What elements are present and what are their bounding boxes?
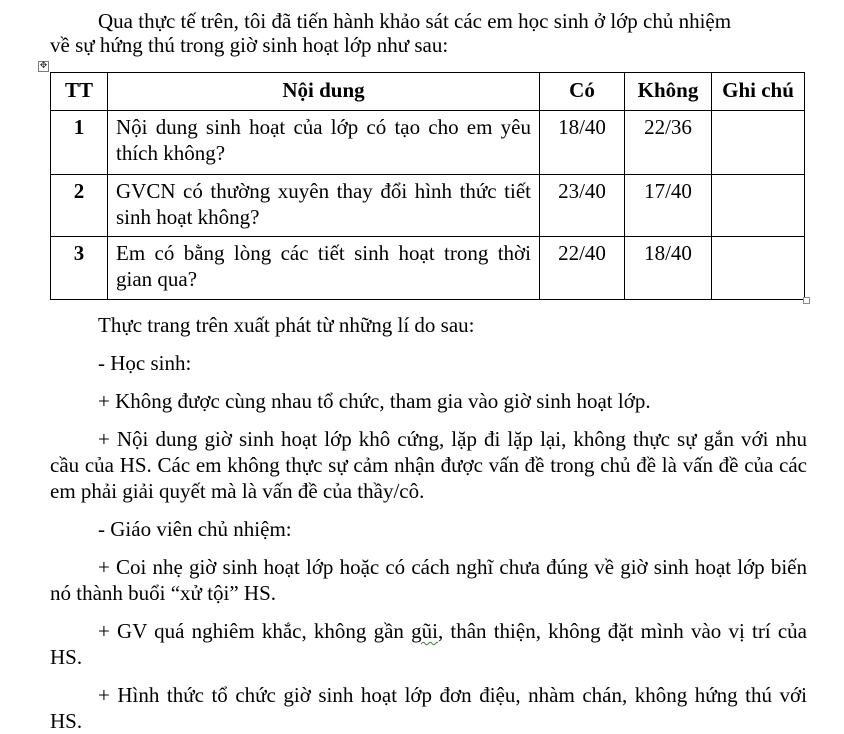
row-content: Nội dung sinh hoạt của lớp có tạo cho em yêu thích không? (108, 111, 540, 175)
reasons-heading: Thực trang trên xuất phát từ những lí do sau: (98, 313, 475, 337)
row-co: 23/40 (540, 175, 625, 237)
teacher-reason-2-part-a: + GV quá nghiêm khắc, không gần (98, 619, 412, 643)
intro-text-1: Qua thực tế trên, tôi đã tiến hành khảo sát các em học sinh ở lớp chủ nhiệm (98, 9, 732, 33)
row-tt: 1 (51, 111, 108, 175)
spellcheck-word[interactable]: gũi (411, 619, 438, 643)
header-note: Ghi chú (712, 73, 805, 111)
row-content: GVCN có thường xuyên thay đổi hình thức tiết sinh hoạt không? (108, 175, 540, 237)
row-note (712, 237, 805, 300)
row-co: 18/40 (540, 111, 625, 175)
student-reason-1: + Không được cùng nhau tổ chức, tham gia vào giờ sinh hoạt lớp. (98, 389, 651, 413)
header-content: Nội dung (108, 73, 540, 111)
header-tt: TT (51, 73, 108, 111)
student-reason-2: + Nội dung giờ sinh hoạt lớp khô cứng, lặp đi lặp lại, không thực sự gắn với nhu cầu của HS. Các em không thực sự cảm nhận được vấn đề trong chủ đề là vấn đề của các em phải giải quyết mà là vấn đề của thầy/cô. (50, 427, 807, 503)
intro-text-2: về sự hứng thú trong giờ sinh hoạt lớp như sau: (50, 33, 449, 57)
row-co: 22/40 (540, 237, 625, 300)
header-khong: Không (625, 73, 712, 111)
header-co: Có (540, 73, 625, 111)
intro-line-2 (50, 32, 807, 58)
teacher-reason-1: + Coi nhẹ giờ sinh hoạt lớp hoặc có cách nghĩ chưa đúng về giờ sinh hoạt lớp biến nó thành buổi “xử tội” HS. (50, 555, 807, 605)
row-khong: 17/40 (625, 175, 712, 237)
row-note (712, 111, 805, 175)
table-move-icon[interactable]: ✥ (39, 61, 48, 71)
teacher-reason-2-part-c: , thân thiện, không đặt mình vào vị trí của HS. (50, 619, 807, 669)
row-tt: 3 (51, 237, 108, 300)
row-content: Em có bằng lòng các tiết sinh hoạt trong thời gian qua? (108, 237, 540, 300)
table-resize-icon[interactable] (803, 297, 810, 304)
body-text (50, 312, 807, 734)
table-row (51, 237, 805, 300)
row-tt: 2 (51, 175, 108, 237)
teachers-heading: - Giáo viên chủ nhiệm: (98, 517, 292, 541)
row-khong: 18/40 (625, 237, 712, 300)
teacher-reason-3: + Hình thức tổ chức giờ sinh hoạt lớp đơn điệu, nhàm chán, không hứng thú với HS. (50, 683, 807, 733)
intro-line-1 (50, 8, 807, 34)
table-row (51, 175, 805, 237)
teacher-reason-2 (50, 618, 807, 670)
row-khong: 22/36 (625, 111, 712, 175)
table-row (51, 111, 805, 175)
intro-paragraph (50, 8, 807, 58)
row-note (712, 175, 805, 237)
table-header-row (51, 73, 805, 111)
survey-table (50, 72, 805, 300)
students-heading: - Học sinh: (98, 351, 192, 375)
